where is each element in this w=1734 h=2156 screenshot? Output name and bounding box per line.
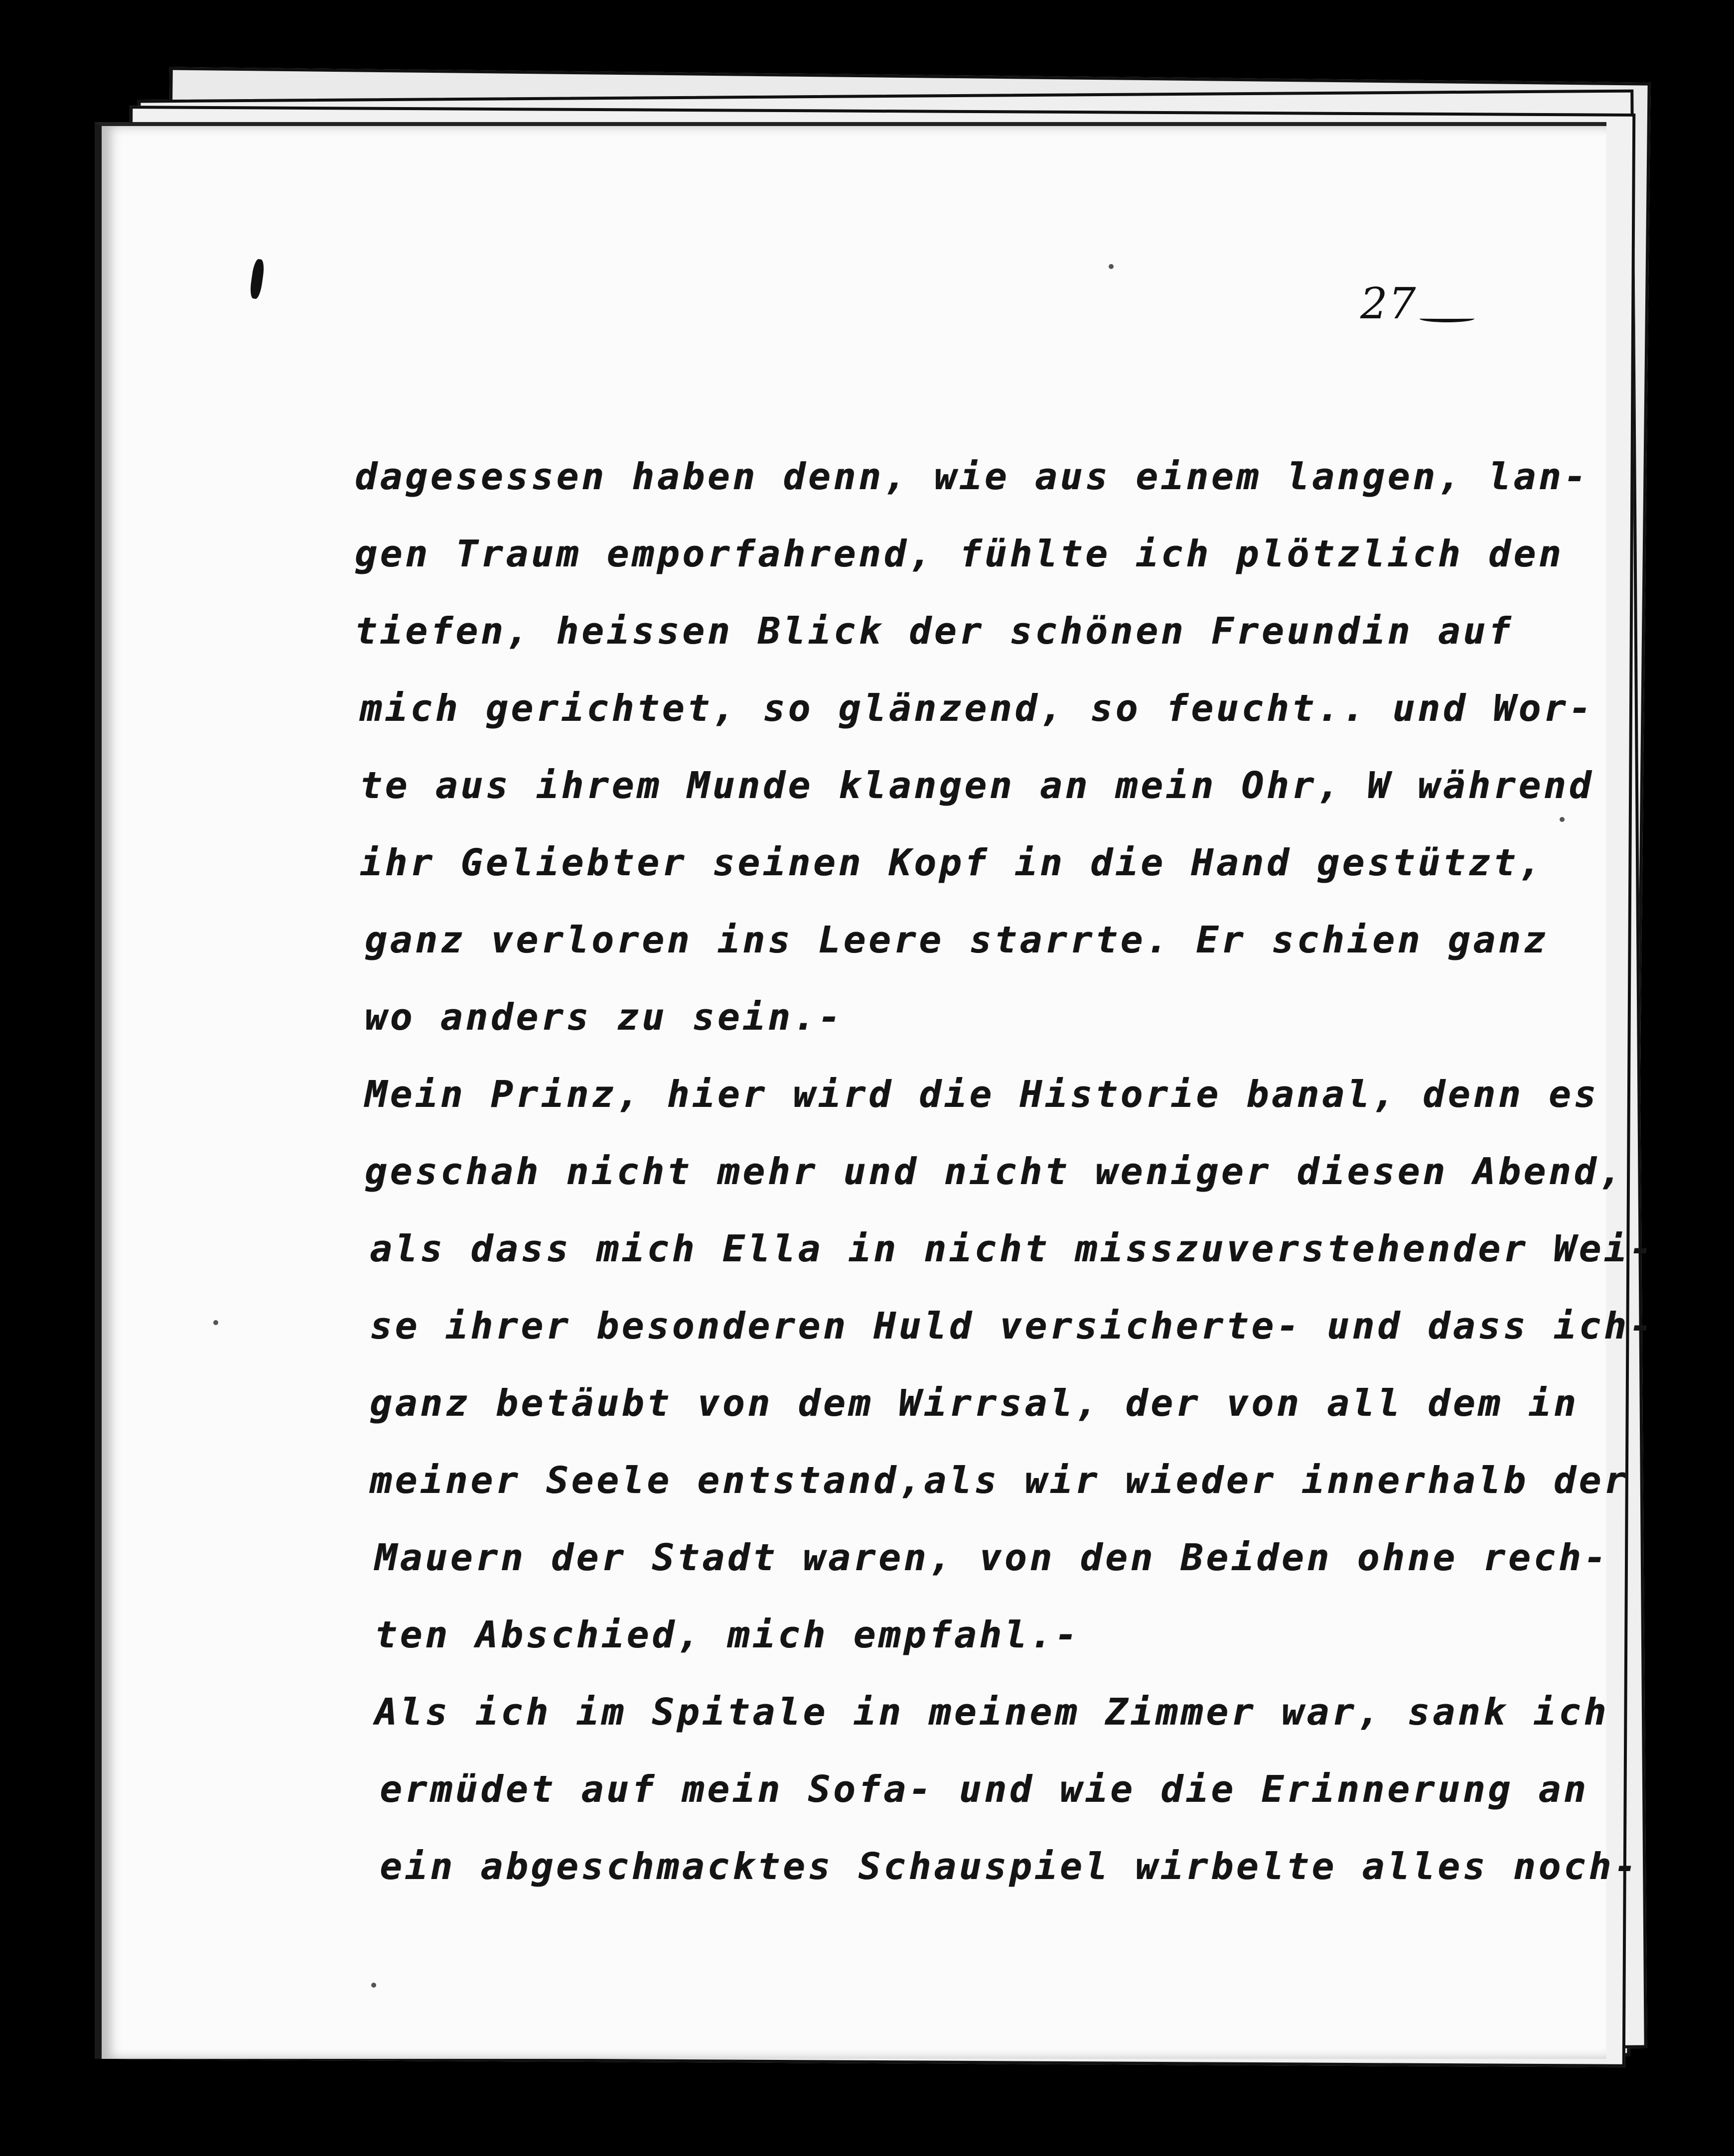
speck (1560, 817, 1565, 822)
page-number: 27 (1360, 279, 1474, 329)
text-line: meiner Seele entstand,als wir wieder innerhalb der (370, 1459, 1629, 1502)
text-line: dagesessen haben denn, wie aus einem langen, lan- (355, 455, 1590, 498)
speck (1109, 264, 1114, 269)
text-line: te aus ihrem Munde klangen an mein Ohr, W während (360, 764, 1594, 807)
text-line: ten Abschied, mich empfahl.- (375, 1614, 1080, 1656)
text-line: ermüdet auf mein Sofa- und wie die Erinnerung an (380, 1768, 1589, 1811)
text-line: gen Traum emporfahrend, fühlte ich plötzlich den (355, 533, 1564, 575)
text-line: mich gerichtet, so glänzend, so feucht.. und Wor- (360, 687, 1594, 730)
text-line: se ihrer besonderen Huld versicherte- und dass ich- (370, 1305, 1655, 1348)
text-line: ein abgeschmacktes Schauspiel wirbelte alles noch- (380, 1845, 1639, 1888)
text-line: als dass mich Ella in nicht misszuverstehender Wei- (370, 1227, 1655, 1270)
text-line: Mauern der Stadt waren, von den Beiden ohne rech- (375, 1536, 1609, 1579)
text-line: ihr Geliebter seinen Kopf in die Hand gestützt, (360, 841, 1544, 884)
text-line: geschah nicht mehr und nicht weniger diesen Abend, (365, 1150, 1624, 1193)
text-line: Als ich im Spitale in meinem Zimmer war, sank ich (375, 1691, 1609, 1734)
typed-text-body (355, 438, 1655, 1905)
text-line: wo anders zu sein.- (365, 996, 844, 1039)
text-line: tiefen, heissen Blick der schönen Freundin auf (355, 610, 1514, 653)
text-line: Mein Prinz, hier wird die Historie banal, denn es (365, 1073, 1599, 1116)
text-line: ganz verloren ins Leere starrte. Er schien ganz (365, 919, 1549, 961)
speck (371, 1983, 376, 1988)
text-line: ganz betäubt von dem Wirrsal, der von all dem in (370, 1382, 1579, 1425)
speck (213, 1320, 218, 1325)
